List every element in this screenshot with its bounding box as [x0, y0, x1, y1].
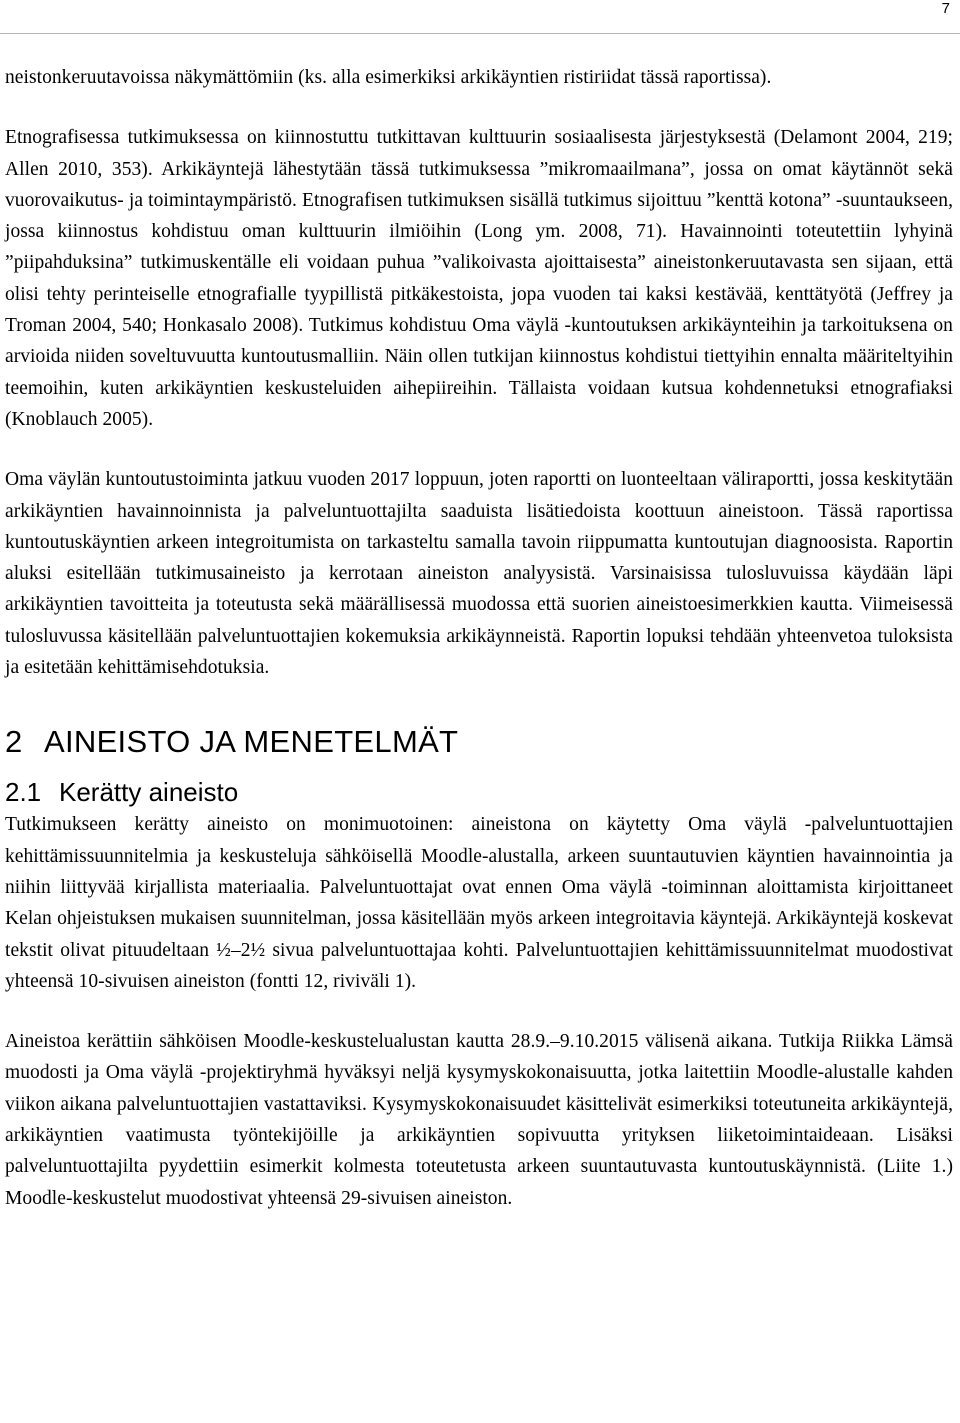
subsection-heading [5, 775, 953, 809]
paragraph: Etnografisessa tutkimuksessa on kiinnostuttu tutkittavan kulttuurin sosiaalisesta järjestyksestä (Delamont 2004, 219; Allen 2010, 353). Arkikäyntejä lähestytään tässä tutkimuksessa ”mikromaailmana”, jossa on omat käytännöt sekä vuorovaikutus- ja toimintaympäristö. Etnografisen tutkimuksen sisällä tutkimus sijoittuu ”kenttä kotona” -suuntaukseen, jossa kiinnostus kohdistuu oman kulttuurin ilmiöihin (Long ym. 2008, 71). Havainnointi toteutettiin lyhyinä ”piipahduksina” tutkimuskentälle eli voidaan puhua ”valikoivasta ajoittaisesta” aineistonkeruutavasta sen sijaan, että olisi tehty perinteiselle etnografialle tyypillistä pitkäkestoista, jopa vuoden tai kaksi kestävää, kenttätyötä (Jeffrey ja Troman 2004, 540; Honkasalo 2008). Tutkimus kohdistuu Oma väylä -kuntoutuksen arkikäynteihin ja tarkoituksena on arvioida niiden soveltuvuutta kuntoutusmalliin. Näin ollen tutkijan kiinnostus kohdistui tiettyihin ennalta määriteltyihin teemoihin, kuten arkikäyntien keskusteluiden aihepiireihin. Tällaista voidaan kutsua kohdennetuksi etnografiaksi (Knoblauch 2005). [5, 127, 953, 430]
paragraph: neistonkeruutavoissa näkymättömiin (ks. alla esimerkiksi arkikäyntien ristiriidat tässä raportissa). [5, 67, 772, 88]
section-title: AINEISTO JA MENETELMÄT [44, 724, 459, 760]
paragraph: Oma väylän kuntoutustoiminta jatkuu vuoden 2017 loppuun, joten raportti on luonteeltaan väliraportti, jossa keskitytään arkikäyntien havainnoinnista ja palveluntuottajilta saaduista lisätiedoista koottuun aineistoon. Tässä raportissa kuntoutuskäyntien arkeen integroitumista on tarkasteltu samalla tavoin riippumatta kuntoutujan diagnoosista. Raportin aluksi esitellään tutkimusaineisto ja kerrotaan aineiston analyysistä. Varsinaisissa tulosluvuissa käydään läpi arkikäyntien tavoitteita ja toteutusta sekä määrällisessä muodossa että suorien aineistoesimerkkien kautta. Viimeisessä tulosluvussa käsitellään palveluntuottajien kokemuksia arkikäynneistä. Raportin lopuksi tehdään yhteenvetoa tuloksista ja esitetään kehittämisehdotuksia. [5, 469, 953, 679]
page-number: 7 [941, 0, 950, 17]
page-content [5, 62, 953, 1214]
section-heading [5, 723, 953, 761]
paragraph: Aineistoa kerättiin sähköisen Moodle-keskustelualustan kautta 28.9.–9.10.2015 välisenä aikana. Tutkija Riikka Lämsä muodosti ja Oma väylä -projektiryhmä hyväksyi neljä kysymyskokonaisuutta, jotka laitettiin Moodle-alustalle kahden viikon aikana palveluntuottajien vastattaviksi. Kysymyskokonaisuudet käsittelivät esimerkiksi toteutuneita arkikäyntejä, arkikäyntien vaatimusta työntekijöille ja arkikäyntien sopivuutta yrityksen liiketoimintaideaan. Lisäksi palveluntuottajilta pyydettiin esimerkit kolmesta toteutetusta arkeen suuntautuvasta kuntoutuskäynnistä. (Liite 1.) Moodle-keskustelut muodostivat yhteensä 29-sivuisen aineiston. [5, 1031, 953, 1209]
header-rule [0, 33, 960, 34]
section-number: 2 [5, 724, 23, 760]
subsection-number: 2.1 [5, 777, 42, 808]
subsection-title: Kerätty aineisto [59, 777, 239, 808]
paragraph: Tutkimukseen kerätty aineisto on monimuotoinen: aineistona on käytetty Oma väylä -palveluntuottajien kehittämissuunnitelmia ja keskusteluja sähköisellä Moodle-alustalla, arkeen suuntautuvien käyntien havainnointia ja niihin liittyvää kirjallista materiaalia. Palveluntuottajat ovat ennen Oma väylä -toiminnan aloittamista kirjoittaneet Kelan ohjeistuksen mukaisen suunnitelman, jossa käsitellään myös arkeen integroitavia käyntejä. Arkikäyntejä koskevat tekstit olivat pituudeltaan ½–2½ sivua palveluntuottajaa kohti. Palveluntuottajien kehittämissuunnitelmat muodostivat yhteensä 10-sivuisen aineiston (fontti 12, riviväli 1). [5, 814, 953, 992]
